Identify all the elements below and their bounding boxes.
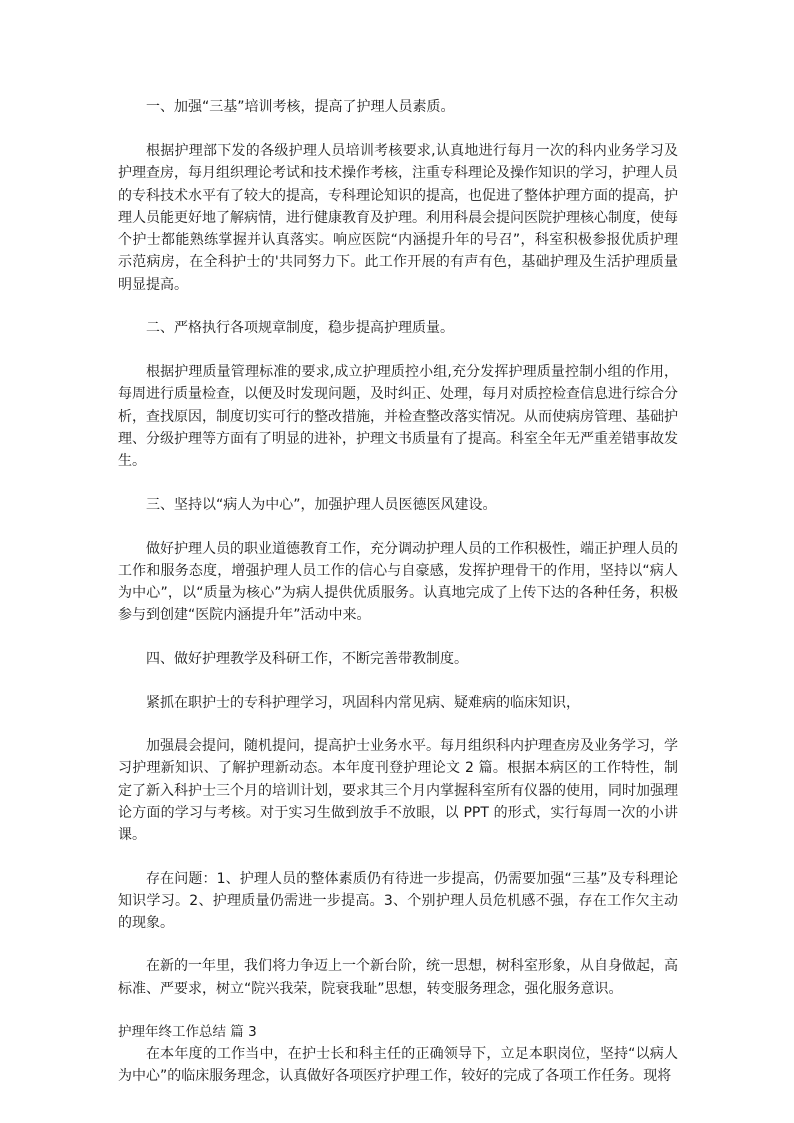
section-4-paragraph-2: 加强晨会提问，随机提问，提高护士业务水平。每月组织科内护理查房及业务学习，学习护理新知识、了解护理新动态。本年度刊登护理论文 2 篇。根据本病区的工作特性，制定了新入科护士三个月的培训计划，要求其三个月内掌握科室所有仪器的使用，同时加强理论方面的学习与考核。对于实习生做到放手不放眼，以 PPT 的形式，实行每周一次的小讲课。 bbox=[118, 738, 678, 844]
section-heading-3: 三、坚持以“病人为中心”，加强护理人员医德医风建设。 bbox=[146, 496, 497, 513]
section-3-paragraph-1: 做好护理人员的职业道德教育工作，充分调动护理人员的工作积极性，端正护理人员的工作和服务态度，增强护理人员工作的信心与自豪感，发挥护理骨干的作用，坚持以“病人为中心”，以“质量为核心”为病人提供优质服务。认真地完成了上传下达的各种任务，积极参与到创建“医院内涵提升年”活动中来。 bbox=[118, 540, 678, 624]
section-4-paragraph-3: 存在问题：1、护理人员的整体素质仍有待进一步提高，仍需要加强“三基”及专科理论知识学习。2、护理质量仍需进一步提高。3、个别护理人员危机感不强，存在工作欠主动的现象。 bbox=[118, 870, 678, 932]
section-1-paragraph-1: 根据护理部下发的各级护理人员培训考核要求,认真地进行每月一次的科内业务学习及护理查房，每月组织理论考试和技术操作考核，注重专科理论及操作知识的学习，护理人员的专科技术水平有了较大的提高，专科理论知识的提高，也促进了整体护理方面的提高，护理人员能更好地了解病情，进行健康教育及护理。利用科晨会提问医院护理核心制度，使每个护士都能熟练掌握并认真落实。响应医院“内涵提升年的号召”，科室积极参报优质护理示范病房，在全科护士的'共同努力下。此工作开展的有声有色，基础护理及生活护理质量明显提高。 bbox=[118, 143, 678, 293]
section-heading-2: 二、严格执行各项规章制度，稳步提高护理质量。 bbox=[146, 320, 454, 337]
section-heading-1: 一、加强“三基”培训考核，提高了护理人员素质。 bbox=[146, 99, 455, 115]
document-page bbox=[118, 96, 678, 1088]
section-4-paragraph-4: 在新的一年里，我们将力争迈上一个新台阶，统一思想，树科室形象，从自身做起，高标准、严要求，树立“院兴我荣，院衰我耻”思想，转变服务理念，强化服务意识。 bbox=[118, 958, 678, 997]
section-4-paragraph-1: 紧抓在职护士的专科护理学习，巩固科内常见病、疑难病的临床知识， bbox=[146, 694, 580, 711]
section-heading-4: 四、做好护理教学及科研工作，不断完善带教制度。 bbox=[146, 650, 468, 667]
next-article-paragraph: 在本年度的工作当中，在护士长和科主任的正确领导下，立足本职岗位，坚持“以病人为中心”的临床服务理念，认真做好各项医疗护理工作，较好的完成了各项工作任务。现将 bbox=[118, 1046, 678, 1085]
section-2-paragraph-1: 根据护理质量管理标准的要求,成立护理质控小组,充分发挥护理质量控制小组的作用，每周进行质量检查，以便及时发现问题，及时纠正、处理，每月对质控检查信息进行综合分析，查找原因，制度切实可行的整改措施，并检查整改落实情况。从而使病房管理、基础护理、分级护理等方面有了明显的进补，护理文书质量有了提高。科室全年无严重差错事故发生。 bbox=[118, 364, 678, 470]
next-article-title: 护理年终工作总结 篇 3 bbox=[118, 1024, 257, 1041]
